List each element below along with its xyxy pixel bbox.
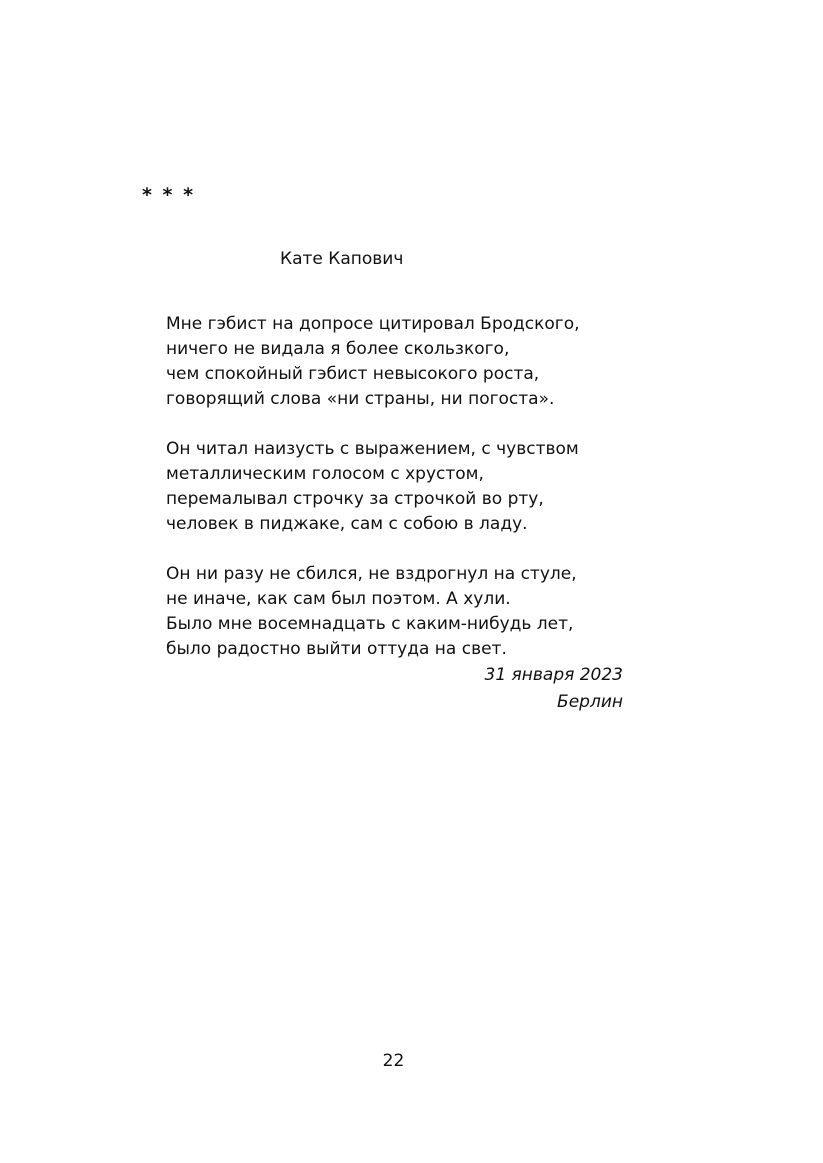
stanza-3 (166, 562, 626, 662)
poem-line: человек в пиджаке, сам с собою в ладу. (166, 514, 528, 534)
poem-line: Он читал наизусть с выражением, с чувством (166, 439, 579, 459)
poem-line: металлическим голосом с хрустом, (166, 464, 484, 484)
poem-line: перемалывал строчку за строчкой во рту, (166, 489, 544, 509)
poem-line: говорящий слова «ни страны, ни погоста». (166, 389, 555, 409)
poem-line: было радостно выйти оттуда на свет. (166, 639, 507, 659)
stanza-1 (166, 312, 626, 412)
poem-line: не иначе, как сам был поэтом. А хули. (166, 589, 511, 609)
dedication: Кате Капович (280, 249, 404, 269)
poem-line: Мне гэбист на допросе цитировал Бродского, (166, 314, 580, 334)
page-number: 22 (382, 1051, 405, 1071)
signature-place: Берлин (557, 692, 623, 712)
signature-date: 31 января 2023 (484, 665, 623, 685)
signature-block (485, 662, 624, 716)
stanza-2 (166, 437, 626, 537)
poem-line: Он ни разу не сбился, не вздрогнул на стуле, (166, 564, 577, 584)
poem-line: ничего не видала я более скользкого, (166, 339, 510, 359)
poem-line: чем спокойный гэбист невысокого роста, (166, 364, 540, 384)
poem-line: Было мне восемнадцать с каким-нибудь лет, (166, 614, 574, 634)
section-divider-asterisks: * * * (142, 184, 196, 206)
poem-body (166, 312, 626, 687)
